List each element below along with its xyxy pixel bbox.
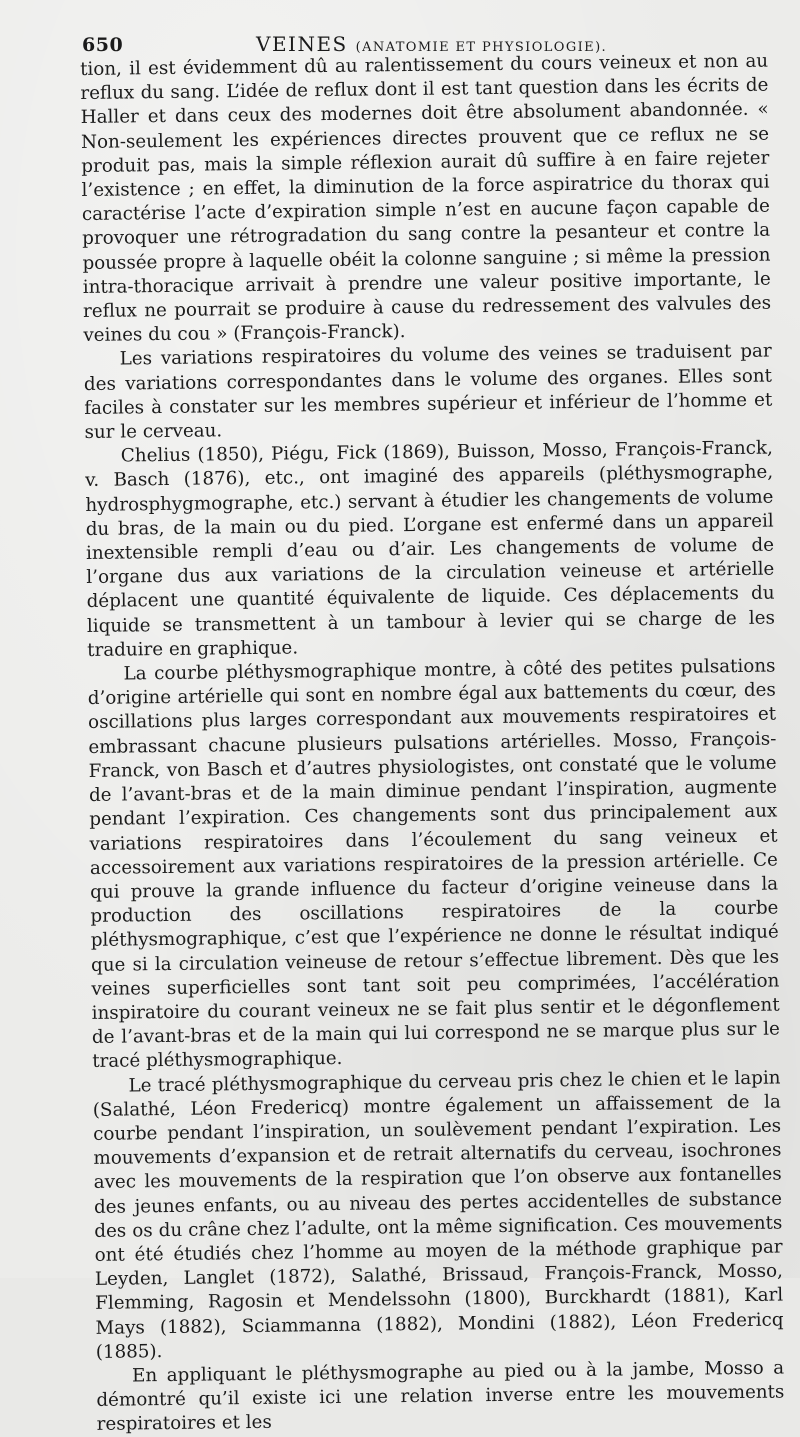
paragraph-2: Les variations respiratoires du volume des veines se traduisent par des variations correspondantes dans le volume des organes. Elles sont faciles à constater sur les membres supérieur et inférieur de l’homme et sur le cerveau. bbox=[83, 341, 773, 444]
page-number: 650 bbox=[82, 34, 124, 56]
running-title-sub: (ANATOMIE ET PHYSIOLOGIE). bbox=[355, 40, 608, 55]
paragraph-1: tion, il est évidemment dû au ralentissement du cours veineux et non au reflux du sang. L’idée de reflux dont il est tant question dans les écrits de Haller et dans ceux des modernes doit être absolument abandonnée. « Non-seulement les expériences directes prouvent que ce reflux ne se produit pas, mais la simple réflexion aurait dû suffire à en faire rejeter l’existence ; en effet, la diminution de la force aspiratrice du thorax qui caractérise l’acte d’expiration simple n’est en aucune façon capable de provoquer une rétrogradation du sang contre la pesanteur et contre la poussée propre à laquelle obéit la colonne sanguine ; si même la pression intra-thoracique arrivait à prendre une valeur positive importante, le reflux ne pourrait se produire à cause du redressement des valvules des veines du cou » (François-Franck). bbox=[80, 50, 772, 347]
paragraph-4: La courbe pléthysmographique montre, à côté des petites pulsations d’origine artérielle qui sont en nombre égal aux battements du cœur, des oscillations plus larges correspondant aux mouvements respiratoires et embrassant chacune plusieurs pulsations artérielles. Mosso, François-Franck, von Basch et d’autres physiologistes, ont constaté que le volume de l’avant-bras et de la main diminue pendant l’inspiration, augmente pendant l’expiration. Ces changements sont dus principalement aux variations respiratoires dans l’écoulement du sang veineux et accessoirement aux variations respiratoires de la pression artérielle. Ce qui prouve la grande influence du facteur d’origine veineuse dans la production des oscillations respiratoires de la courbe pléthysmographique, c’est que l’expérience ne donne le résultat indiqué que si la circulation veineuse de retour s’effectue librement. Dès que les veines superficielles sont tant soit peu comprimées, l’accélération inspiratoire du courant veineux ne se fait plus sentir et le dégonflement de l’avant-bras et de la main qui lui correspond ne se marque plus sur le tracé pléthysmographique. bbox=[87, 655, 781, 1073]
running-title-main: VEINES bbox=[256, 32, 348, 56]
body-text bbox=[80, 50, 785, 1437]
paragraph-3: Chelius (1850), Piégu, Fick (1869), Buisson, Mosso, François-Franck, v. Basch (1876), etc., ont imaginé des appareils (pléthysmographe, hydrosphygmographe, etc.) servant à étudier les changements de volume du bras, de la main ou du pied. L’organe est enfermé dans un appareil inextensible rempli d’eau ou d’air. Les changements de volume de l’organe dus aux variations de la circulation veineuse et artérielle déplacent une quantité équivalente de liquide. Ces déplacements du liquide se transmettent à un tambour à levier qui se charge de les traduire en graphique. bbox=[85, 437, 776, 661]
paragraph-6: En appliquant le pléthysmographe au pied ou à la jambe, Mosso a démontré qu’il existe ici une relation inverse entre les mouvements respiratoires et les bbox=[96, 1357, 785, 1436]
paragraph-5: Le tracé pléthysmographique du cerveau pris chez le chien et le lapin (Salathé, Léon Fredericq) montre également un affaissement de la courbe pendant l’inspiration, un soulèvement pendant l’expiration. Les mouvements d’expansion et de retrait alternatifs du cerveau, isochrones avec les mouvements de la respiration que l’on observe aux fontanelles des jeunes enfants, ou au niveau des pertes accidentelles de substance des os du crâne chez l’adulte, ont la même signification. Ces mouvements ont été étudiés chez l’homme au moyen de la méthode graphique par Leyden, Langlet (1872), Salathé, Brissaud, François-Franck, Mosso, Flemming, Ragosin et Mendelssohn (1800), Burckhardt (1881), Karl Mays (1882), Sciammanna (1882), Mondini (1882), Léon Fredericq (1885). bbox=[92, 1067, 784, 1363]
